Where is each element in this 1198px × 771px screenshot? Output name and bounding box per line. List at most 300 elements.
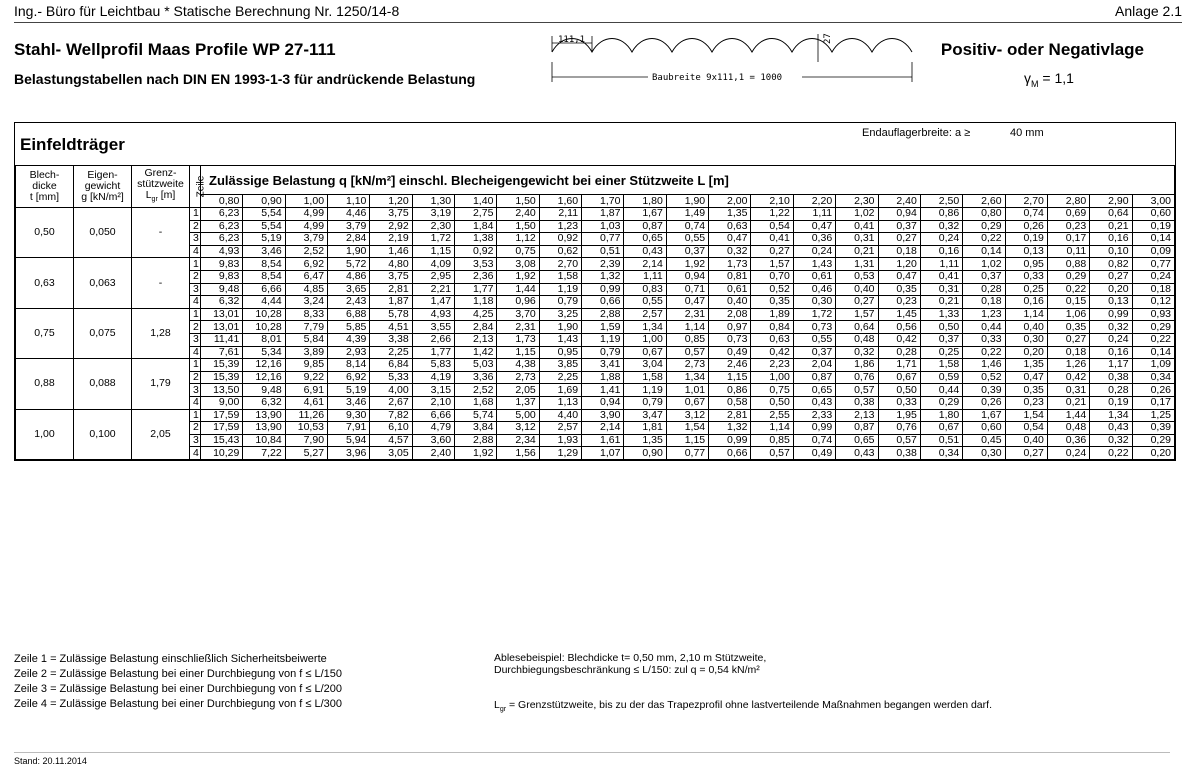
load-value-cell: 9,48 [201, 283, 243, 296]
load-value-cell: 0,29 [963, 220, 1005, 233]
load-value-cell: 1,14 [1005, 308, 1047, 321]
load-value-cell: 2,13 [836, 409, 878, 422]
load-value-cell: 1,33 [920, 308, 962, 321]
load-value-cell: 3,08 [497, 258, 539, 271]
zeile-number: 4 [190, 245, 201, 258]
load-value-cell: 9,48 [243, 384, 285, 397]
load-value-cell: 3,12 [497, 422, 539, 435]
load-value-cell: 1,59 [582, 321, 624, 334]
load-value-cell: 5,34 [243, 346, 285, 359]
span-header: 1,70 [582, 195, 624, 208]
load-value-cell: 1,35 [624, 434, 666, 447]
load-value-cell: 0,94 [582, 396, 624, 409]
load-value-cell: 1,19 [624, 384, 666, 397]
load-value-cell: 5,83 [412, 359, 454, 372]
load-value-cell: 0,95 [539, 346, 581, 359]
load-value-cell: 9,22 [285, 371, 327, 384]
load-value-cell: 0,79 [582, 346, 624, 359]
table-header-bar [15, 123, 1175, 166]
zeile-number: 4 [190, 296, 201, 309]
load-value-cell: 0,55 [624, 296, 666, 309]
load-value-cell: 1,90 [539, 321, 581, 334]
table-row [16, 447, 1175, 460]
legend-line-3: Zeile 3 = Zulässige Belastung bei einer Durchbiegung von f ≤ L/200 [14, 683, 342, 695]
load-value-cell: 4,79 [412, 422, 454, 435]
load-value-cell: 0,19 [1005, 233, 1047, 246]
gamma-m-value [1024, 70, 1074, 89]
load-value-cell: 0,47 [666, 296, 708, 309]
load-value-cell: 6,84 [370, 359, 412, 372]
load-value-cell: 0,86 [920, 208, 962, 221]
load-value-cell: 0,36 [793, 233, 835, 246]
load-value-cell: 0,62 [539, 245, 581, 258]
header-blechdicke-l1: Blech- [29, 169, 60, 181]
zeile-number: 2 [190, 422, 201, 435]
table-row [16, 333, 1175, 346]
load-value-cell: 2,40 [412, 447, 454, 460]
table-row [16, 321, 1175, 334]
table-row [16, 359, 1175, 372]
load-value-cell: 0,66 [582, 296, 624, 309]
load-value-cell: 1,67 [624, 208, 666, 221]
load-value-cell: 1,02 [963, 258, 1005, 271]
span-header: 3,00 [1132, 195, 1174, 208]
load-value-cell: 0,99 [709, 434, 751, 447]
load-value-cell: 0,41 [751, 233, 793, 246]
load-value-cell: 7,90 [285, 434, 327, 447]
load-value-cell: 8,14 [328, 359, 370, 372]
load-value-cell: 2,75 [455, 208, 497, 221]
load-value-cell: 3,24 [285, 296, 327, 309]
load-value-cell: 1,20 [878, 258, 920, 271]
load-value-cell: 6,66 [412, 409, 454, 422]
load-value-cell: 7,22 [243, 447, 285, 460]
load-value-cell: 0,48 [836, 333, 878, 346]
load-value-cell: 8,01 [243, 333, 285, 346]
load-value-cell: 0,17 [1132, 396, 1174, 409]
load-value-cell: 0,16 [920, 245, 962, 258]
load-value-cell: 1,45 [878, 308, 920, 321]
load-value-cell: 0,47 [709, 233, 751, 246]
load-value-cell: 1,72 [412, 233, 454, 246]
load-value-cell: 1,47 [412, 296, 454, 309]
load-value-cell: 0,94 [666, 270, 708, 283]
load-value-cell: 0,22 [1047, 283, 1089, 296]
load-value-cell: 1,73 [497, 333, 539, 346]
table-row [16, 233, 1175, 246]
stand-date: Stand: 20.11.2014 [14, 756, 87, 766]
zeile-number: 2 [190, 321, 201, 334]
load-value-cell: 1,57 [836, 308, 878, 321]
load-value-cell: 6,92 [328, 371, 370, 384]
span-header: 1,50 [497, 195, 539, 208]
header-zeile-label: Zeile [195, 175, 207, 198]
end-support-value: 40 mm [1010, 127, 1044, 139]
load-value-cell: 0,15 [1047, 296, 1089, 309]
load-value-cell: 0,22 [1090, 447, 1132, 460]
load-value-cell: 1,07 [582, 447, 624, 460]
load-value-cell: 4,80 [370, 258, 412, 271]
load-value-cell: 2,46 [709, 359, 751, 372]
thickness-cell: 0,75 [16, 308, 74, 358]
load-value-cell: 0,80 [963, 208, 1005, 221]
load-value-cell: 0,30 [793, 296, 835, 309]
load-value-cell: 0,24 [1132, 270, 1174, 283]
load-value-cell: 0,47 [1005, 371, 1047, 384]
load-value-cell: 15,39 [201, 359, 243, 372]
load-value-cell: 2,52 [285, 245, 327, 258]
header-eigengewicht-l2: gewicht [84, 180, 121, 192]
zeile-number: 3 [190, 434, 201, 447]
load-value-cell: 1,68 [455, 396, 497, 409]
load-table-grid [15, 166, 1175, 460]
gamma-subscript: M [1031, 78, 1039, 89]
load-value-cell: 0,77 [582, 233, 624, 246]
load-value-cell: 3,96 [328, 447, 370, 460]
load-value-cell: 1,73 [709, 258, 751, 271]
load-value-cell: 0,37 [920, 333, 962, 346]
load-value-cell: 2,57 [624, 308, 666, 321]
load-value-cell: 0,45 [963, 434, 1005, 447]
span-header: 1,20 [370, 195, 412, 208]
limit-span-cell: - [132, 208, 190, 258]
load-value-cell: 0,44 [920, 384, 962, 397]
load-value-cell: 0,67 [666, 396, 708, 409]
load-value-cell: 5,19 [243, 233, 285, 246]
load-value-cell: 6,10 [370, 422, 412, 435]
load-value-cell: 0,87 [793, 371, 835, 384]
zeile-number: 1 [190, 359, 201, 372]
load-value-cell: 10,53 [285, 422, 327, 435]
load-value-cell: 0,47 [793, 220, 835, 233]
load-value-cell: 1,23 [963, 308, 1005, 321]
thickness-cell: 0,63 [16, 258, 74, 308]
load-value-cell: 4,25 [455, 308, 497, 321]
load-value-cell: 4,61 [285, 396, 327, 409]
load-value-cell: 0,24 [793, 245, 835, 258]
load-value-cell: 0,21 [836, 245, 878, 258]
load-value-cell: 1,11 [793, 208, 835, 221]
load-value-cell: 8,54 [243, 258, 285, 271]
load-value-cell: 0,27 [751, 245, 793, 258]
end-support-label: Endauflagerbreite: a ≥ [862, 127, 971, 139]
header-eigengewicht-l1: Eigen- [87, 169, 118, 181]
load-value-cell: 3,90 [582, 409, 624, 422]
load-value-cell: 4,00 [370, 384, 412, 397]
load-value-cell: 0,26 [1005, 220, 1047, 233]
load-value-cell: 1,17 [1090, 359, 1132, 372]
load-value-cell: 0,82 [1090, 258, 1132, 271]
load-value-cell: 0,33 [878, 396, 920, 409]
load-value-cell: 0,65 [836, 434, 878, 447]
table-row [16, 434, 1175, 447]
table-row [16, 208, 1175, 221]
load-value-cell: 0,51 [920, 434, 962, 447]
limit-span-cell: 1,79 [132, 359, 190, 409]
load-value-cell: 0,40 [1005, 434, 1047, 447]
load-value-cell: 0,50 [920, 321, 962, 334]
load-value-cell: 2,88 [455, 434, 497, 447]
load-value-cell: 1,58 [539, 270, 581, 283]
load-value-cell: 0,43 [1090, 422, 1132, 435]
load-value-cell: 1,29 [539, 447, 581, 460]
load-value-cell: 0,41 [836, 220, 878, 233]
load-value-cell: 1,93 [539, 434, 581, 447]
load-value-cell: 0,49 [793, 447, 835, 460]
page-title: Stahl- Wellprofil Maas Profile WP 27-111 [14, 40, 336, 59]
load-value-cell: 0,43 [793, 396, 835, 409]
load-value-cell: 5,94 [328, 434, 370, 447]
load-value-cell: 0,18 [1132, 283, 1174, 296]
load-value-cell: 0,61 [709, 283, 751, 296]
load-value-cell: 2,66 [412, 333, 454, 346]
span-header: 2,90 [1090, 195, 1132, 208]
span-header: 2,50 [920, 195, 962, 208]
load-value-cell: 3,84 [455, 422, 497, 435]
load-value-cell: 6,23 [201, 208, 243, 221]
load-value-cell: 9,85 [285, 359, 327, 372]
footer-divider [14, 752, 1170, 753]
load-value-cell: 0,28 [1090, 384, 1132, 397]
load-value-cell: 1,23 [539, 220, 581, 233]
load-value-cell: 0,25 [920, 346, 962, 359]
load-value-cell: 1,90 [328, 245, 370, 258]
load-value-cell: 9,83 [201, 270, 243, 283]
load-value-cell: 1,06 [1047, 308, 1089, 321]
zeile-number: 4 [190, 346, 201, 359]
load-value-cell: 1,72 [793, 308, 835, 321]
load-value-cell: 12,16 [243, 371, 285, 384]
load-value-cell: 0,94 [878, 208, 920, 221]
load-value-cell: 0,42 [751, 346, 793, 359]
zeile-number: 1 [190, 308, 201, 321]
load-value-cell: 1,95 [878, 409, 920, 422]
load-value-cell: 0,95 [1005, 258, 1047, 271]
load-table [14, 122, 1176, 461]
load-value-cell: 0,16 [1090, 346, 1132, 359]
load-value-cell: 0,29 [1047, 270, 1089, 283]
load-value-cell: 0,18 [878, 245, 920, 258]
load-value-cell: 1,88 [582, 371, 624, 384]
load-value-cell: 0,40 [709, 296, 751, 309]
load-value-cell: 6,23 [201, 233, 243, 246]
load-value-cell: 0,35 [878, 283, 920, 296]
span-header: 2,80 [1047, 195, 1089, 208]
thickness-cell: 0,88 [16, 359, 74, 409]
load-value-cell: 1,09 [1132, 359, 1174, 372]
load-value-cell: 3,46 [243, 245, 285, 258]
load-value-cell: 0,24 [1047, 447, 1089, 460]
load-value-cell: 1,34 [624, 321, 666, 334]
load-value-cell: 0,54 [751, 220, 793, 233]
load-value-cell: 1,80 [920, 409, 962, 422]
load-value-cell: 1,15 [666, 434, 708, 447]
load-value-cell: 3,85 [539, 359, 581, 372]
table-row [16, 258, 1175, 271]
load-value-cell: 6,23 [201, 220, 243, 233]
load-value-cell: 3,60 [412, 434, 454, 447]
load-value-cell: 2,25 [370, 346, 412, 359]
thickness-cell: 0,50 [16, 208, 74, 258]
load-value-cell: 4,40 [539, 409, 581, 422]
load-value-cell: 2,81 [709, 409, 751, 422]
load-value-cell: 0,57 [666, 346, 708, 359]
example-line-1: Ablesebeispiel: Blechdicke t= 0,50 mm, 2,10 m Stützweite, [494, 652, 767, 664]
load-value-cell: 1,13 [539, 396, 581, 409]
load-value-cell: 0,39 [963, 384, 1005, 397]
load-value-cell: 0,42 [878, 333, 920, 346]
load-value-cell: 0,99 [1090, 308, 1132, 321]
load-value-cell: 0,20 [1005, 346, 1047, 359]
header-eigengewicht [74, 166, 132, 208]
weight-cell: 0,050 [74, 208, 132, 258]
load-value-cell: 1,11 [920, 258, 962, 271]
span-header: 1,60 [539, 195, 581, 208]
load-value-cell: 0,85 [666, 333, 708, 346]
load-value-cell: 0,86 [709, 384, 751, 397]
load-value-cell: 1,03 [582, 220, 624, 233]
load-value-cell: 0,33 [963, 333, 1005, 346]
load-value-cell: 0,74 [666, 220, 708, 233]
load-value-cell: 0,58 [709, 396, 751, 409]
load-value-cell: 0,09 [1132, 245, 1174, 258]
load-value-cell: 1,92 [497, 270, 539, 283]
load-value-cell: 0,84 [751, 321, 793, 334]
table-row [16, 422, 1175, 435]
load-value-cell: 0,14 [1132, 346, 1174, 359]
load-value-cell: 10,28 [243, 308, 285, 321]
load-value-cell: 15,43 [201, 434, 243, 447]
load-value-cell: 5,72 [328, 258, 370, 271]
load-value-cell: 0,74 [1005, 208, 1047, 221]
load-value-cell: 0,25 [1005, 283, 1047, 296]
load-value-cell: 0,12 [1132, 296, 1174, 309]
load-value-cell: 1,11 [624, 270, 666, 283]
load-value-cell: 0,65 [624, 233, 666, 246]
table-row [16, 220, 1175, 233]
load-value-cell: 1,86 [836, 359, 878, 372]
load-value-cell: 0,67 [878, 371, 920, 384]
legend-line-4: Zeile 4 = Zulässige Belastung bei einer Durchbiegung von f ≤ L/300 [14, 698, 342, 710]
load-value-cell: 0,20 [1090, 283, 1132, 296]
load-value-cell: 0,73 [709, 333, 751, 346]
load-value-cell: 1,41 [582, 384, 624, 397]
zeile-number: 1 [190, 409, 201, 422]
limit-span-cell: 2,05 [132, 409, 190, 459]
weight-cell: 0,075 [74, 308, 132, 358]
table-row [16, 384, 1175, 397]
load-value-cell: 1,49 [666, 208, 708, 221]
load-value-cell: 3,19 [412, 208, 454, 221]
load-value-cell: 1,18 [455, 296, 497, 309]
load-value-cell: 1,69 [539, 384, 581, 397]
load-value-cell: 5,19 [328, 384, 370, 397]
load-value-cell: 1,77 [412, 346, 454, 359]
load-value-cell: 0,14 [1132, 233, 1174, 246]
load-value-cell: 2,36 [455, 270, 497, 283]
load-value-cell: 0,75 [751, 384, 793, 397]
load-value-cell: 5,74 [455, 409, 497, 422]
load-value-cell: 4,09 [412, 258, 454, 271]
load-value-cell: 2,88 [582, 308, 624, 321]
table-row [16, 270, 1175, 283]
load-value-cell: 1,34 [666, 371, 708, 384]
load-value-cell: 7,91 [328, 422, 370, 435]
header-grenzstuetzweite [132, 166, 190, 208]
load-value-cell: 3,75 [370, 270, 412, 283]
load-value-cell: 0,13 [1090, 296, 1132, 309]
load-value-cell: 0,37 [878, 220, 920, 233]
load-value-cell: 0,69 [1047, 208, 1089, 221]
load-value-cell: 0,37 [963, 270, 1005, 283]
header-zeile [190, 166, 207, 208]
load-value-cell: 0,87 [836, 422, 878, 435]
load-value-cell: 0,22 [963, 346, 1005, 359]
load-value-cell: 0,77 [666, 447, 708, 460]
profile-sketch [540, 32, 920, 84]
load-value-cell: 1,89 [751, 308, 793, 321]
load-value-cell: 4,46 [328, 208, 370, 221]
load-value-cell: 1,58 [920, 359, 962, 372]
load-value-cell: 3,79 [328, 220, 370, 233]
load-value-cell: 2,05 [497, 384, 539, 397]
load-value-cell: 1,31 [836, 258, 878, 271]
load-value-cell: 0,18 [963, 296, 1005, 309]
load-value-cell: 0,30 [1005, 333, 1047, 346]
load-value-cell: 2,43 [328, 296, 370, 309]
load-value-cell: 0,90 [624, 447, 666, 460]
load-value-cell: 4,38 [497, 359, 539, 372]
load-value-cell: 0,71 [666, 283, 708, 296]
load-value-cell: 0,38 [878, 447, 920, 460]
load-value-cell: 1,37 [497, 396, 539, 409]
weight-cell: 0,063 [74, 258, 132, 308]
load-value-cell: 0,83 [624, 283, 666, 296]
load-value-cell: 1,61 [582, 434, 624, 447]
load-value-cell: 0,40 [1005, 321, 1047, 334]
zeile-number: 2 [190, 220, 201, 233]
load-value-cell: 4,57 [370, 434, 412, 447]
load-value-cell: 0,66 [709, 447, 751, 460]
legend-line-2: Zeile 2 = Zulässige Belastung bei einer Durchbiegung von f ≤ L/150 [14, 668, 342, 680]
load-value-cell: 6,32 [201, 296, 243, 309]
load-value-cell: 1,87 [370, 296, 412, 309]
page-subtitle: Belastungstabellen nach DIN EN 1993-1-3 für andrückende Belastung [14, 71, 476, 87]
zeile-number: 4 [190, 447, 201, 460]
load-value-cell: 0,76 [836, 371, 878, 384]
load-value-cell: 2,13 [455, 333, 497, 346]
load-value-cell: 1,19 [582, 333, 624, 346]
load-value-cell: 5,27 [285, 447, 327, 460]
load-value-cell: 5,54 [243, 220, 285, 233]
limit-span-cell: 1,28 [132, 308, 190, 358]
load-value-cell: 2,21 [412, 283, 454, 296]
load-value-cell: 0,88 [1047, 258, 1089, 271]
zeile-number: 3 [190, 333, 201, 346]
load-value-cell: 0,31 [920, 283, 962, 296]
load-value-cell: 0,64 [1090, 208, 1132, 221]
load-value-cell: 1,26 [1047, 359, 1089, 372]
position-label: Positiv- oder Negativlage [940, 40, 1144, 59]
load-value-cell: 10,29 [201, 447, 243, 460]
load-value-cell: 2,33 [793, 409, 835, 422]
load-value-cell: 9,00 [201, 396, 243, 409]
load-value-cell: 3,65 [328, 283, 370, 296]
load-value-cell: 8,54 [243, 270, 285, 283]
load-value-cell: 0,51 [582, 245, 624, 258]
zeile-number: 3 [190, 283, 201, 296]
load-value-cell: 9,30 [328, 409, 370, 422]
